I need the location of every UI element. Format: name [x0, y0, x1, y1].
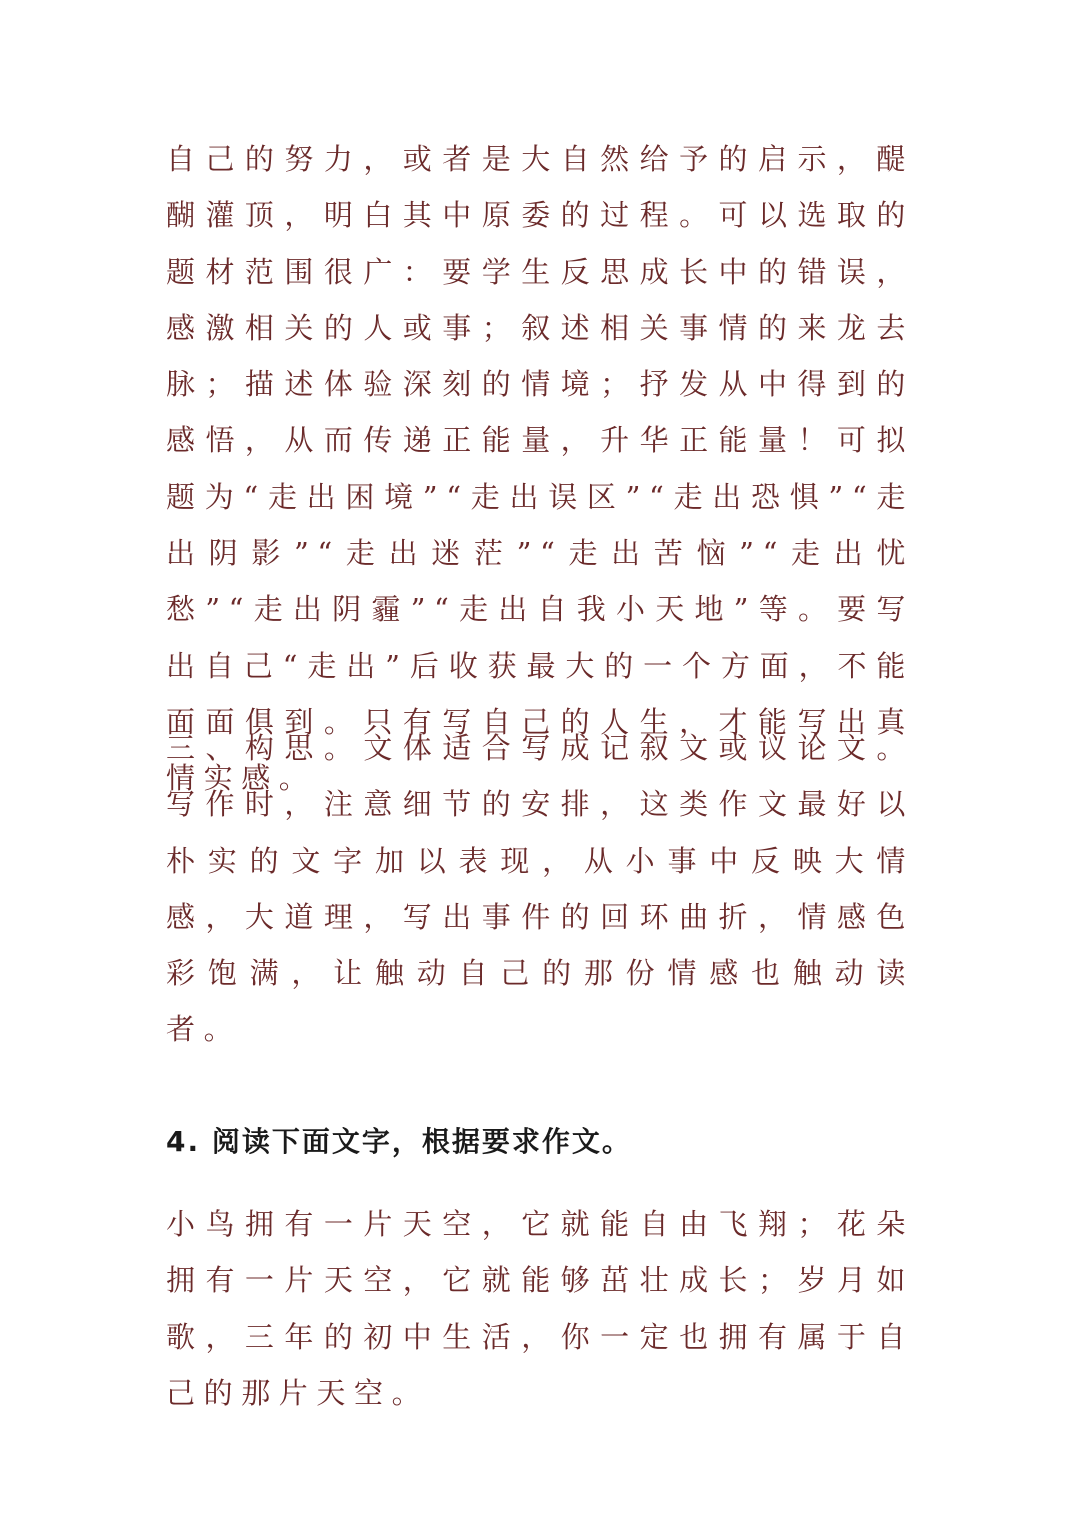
paragraph-conception: 三、构思。文体适合写成记叙文或议论文。写作时，注意细节的安排，这类作文最好以朴实的文字加以表现，从小事中反映大情感，大道理，写出事件的回环曲折，情感色彩饱满，让触动自己的那份情感也触动读者。	[166, 731, 914, 1047]
paragraph-topic-guidance: 自己的努力，或者是大自然给予的启示，醍醐灌顶，明白其中原委的过程。可以选取的题材范围很广：要学生反思成长中的错误，感激相关的人或事；叙述相关事情的来龙去脉；描述体验深刻的情境；抒发从中得到的感悟，从而传递正能量，升华正能量！可拟题为“走出困境”“走出误区”“走出恐惧”“走出阴影”“走出迷茫”“走出苦恼”“走出忧愁”“走出阴霾”“走出自我小天地”等。要写出自己“走出”后收获最大的一个方面，不能面面俱到。只有写自己的人生，才能写出真情实感。	[166, 142, 914, 796]
question-heading: 4. 阅读下面文字，根据要求作文。	[166, 1125, 632, 1158]
paragraph-prompt: 小鸟拥有一片天空，它就能自由飞翔；花朵拥有一片天空，它就能够茁壮成长；岁月如歌，三年的初中生活，你一定也拥有属于自己的那片天空。	[166, 1207, 914, 1410]
